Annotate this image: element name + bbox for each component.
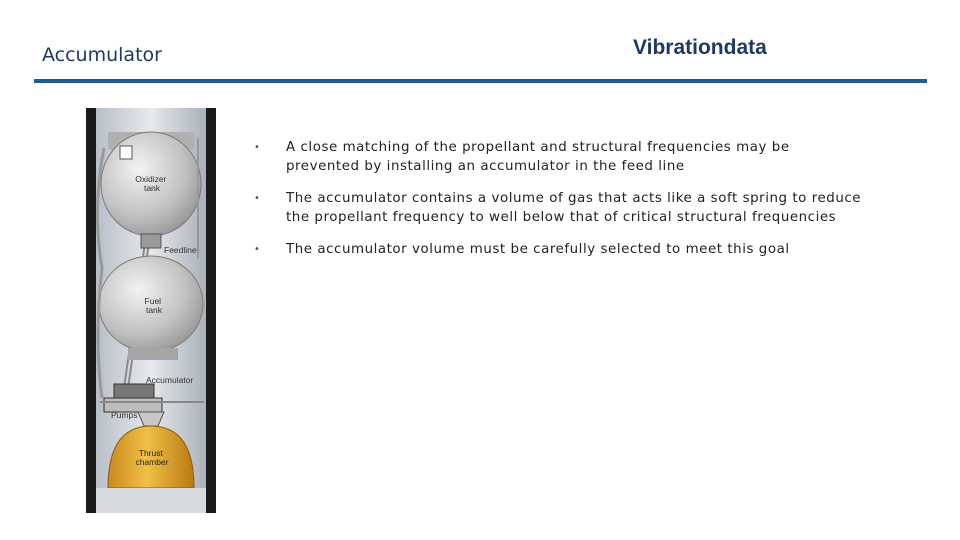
header-rule [34, 79, 927, 83]
bullet-list [254, 138, 864, 272]
frame-right [206, 108, 216, 513]
label-accumulator: Accumulator [146, 375, 194, 385]
fuel-tank-base [128, 348, 178, 360]
accumulator [114, 384, 154, 398]
label-fuel: Fuel tank [144, 296, 163, 315]
bullet-marker: • [254, 193, 261, 204]
label-thrust-chamber: Thrust chamber [135, 448, 169, 467]
slide-title: Accumulator [42, 44, 162, 66]
bullet-text: The accumulator volume must be carefully selected to meet this goal [286, 242, 790, 257]
label-feedline: Feedline [164, 245, 197, 255]
bullet-marker: • [254, 244, 261, 255]
chamber-base [96, 488, 206, 513]
label-oxidizer: Oxidizer tank [135, 174, 167, 193]
bullet-text: A close matching of the propellant and structural frequencies may be prevented by installing an accumulator in the feed line [286, 140, 790, 174]
bullet-item [254, 240, 864, 259]
frame-left [86, 108, 96, 513]
bullet-text: The accumulator contains a volume of gas that acts like a soft spring to reduce the propellant frequency to well below that of critical structural frequencies [286, 191, 862, 225]
brand-title: Vibrationdata [633, 36, 767, 59]
bullet-marker: • [254, 142, 261, 153]
bullet-item [254, 189, 864, 227]
feedline-collar [141, 234, 161, 248]
rocket-diagram [86, 108, 216, 513]
oxidizer-gauge [120, 146, 132, 159]
bullet-item [254, 138, 864, 176]
label-pumps: Pumps [111, 410, 138, 420]
